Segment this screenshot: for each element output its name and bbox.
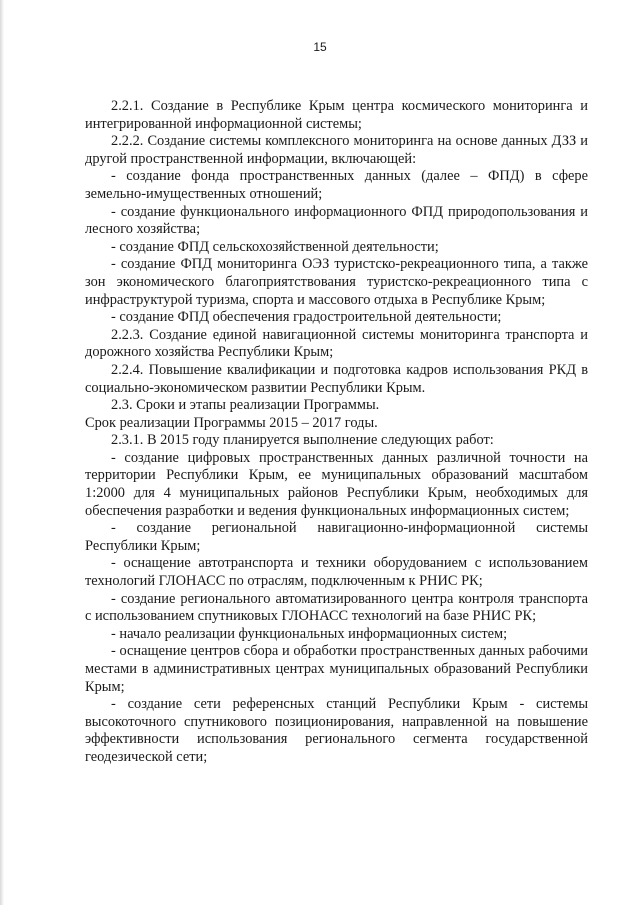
paragraph: Срок реализации Программы 2015 – 2017 годы. (85, 414, 378, 431)
list-item: - создание сети референсных станций Республики Крым - системы высокоточного спутникового позиционирования, направленной на повышение эффективности использования регионального сегмента государственной геодезической сети; (85, 696, 588, 765)
list-item: - создание ФПД мониторинга ОЭЗ туристско-рекреационного типа, а также зон экономического благоприятствования туристско-рекреационного типа с инфраструктурой туризма, спорта и массового отдыха в Республике Крым; (85, 256, 588, 308)
paragraph: 2.3.1. В 2015 году планируется выполнение следующих работ: (111, 432, 494, 449)
list-item: - начало реализации функциональных информационных систем; (111, 625, 508, 642)
list-item: - создание цифровых пространственных данных различной точности на территории Республики Крым, ее муниципальных образований масштабом 1:2000 для 4 муниципальных районов Республики Крым, необходимых для обеспечения разработки и ведения функциональных информационных систем; (85, 449, 588, 519)
paragraph: 2.2.1. Создание в Республике Крым центра космического мониторинга и интегрированной информационной системы; (85, 98, 588, 132)
list-item: - создание ФПД обеспечения градостроительной деятельности; (111, 309, 502, 326)
list-item: - оснащение центров сбора и обработки пространственных данных рабочими местами в административных центрах муниципальных образований Республики Крым; (85, 643, 588, 695)
list-item: - создание региональной навигационно-информационной системы Республики Крым; (85, 520, 588, 554)
list-item: - создание ФПД сельскохозяйственной деятельности; (111, 238, 439, 255)
paragraph: 2.2.2. Создание системы комплексного мониторинга на основе данных ДЗЗ и другой пространственной информации, включающей: (85, 133, 588, 167)
document-body (85, 98, 588, 767)
list-item: - создание фонда пространственных данных (далее – ФПД) в сфере земельно-имущественных отношений; (85, 168, 588, 202)
list-item: - создание регионального автоматизированного центра контроля транспорта с использованием спутниковых ГЛОНАСС технологий на базе РНИС РК; (85, 590, 588, 625)
section-heading: 2.3. Сроки и этапы реализации Программы. (111, 397, 380, 414)
list-item: - создание функционального информационного ФПД природопользования и лесного хозяйства; (85, 203, 588, 238)
paragraph: 2.2.4. Повышение квалификации и подготовка кадров использования РКД в социально-экономическом развитии Республики Крым. (85, 361, 588, 396)
page-number: 15 (313, 40, 327, 54)
scan-edge (0, 0, 4, 905)
paragraph: 2.2.3. Создание единой навигационной системы мониторинга транспорта и дорожного хозяйства Республики Крым; (85, 326, 588, 361)
list-item: - оснащение автотранспорта и техники оборудованием с использованием технологий ГЛОНАСС по отраслям, подключенным к РНИС РК; (85, 555, 588, 590)
